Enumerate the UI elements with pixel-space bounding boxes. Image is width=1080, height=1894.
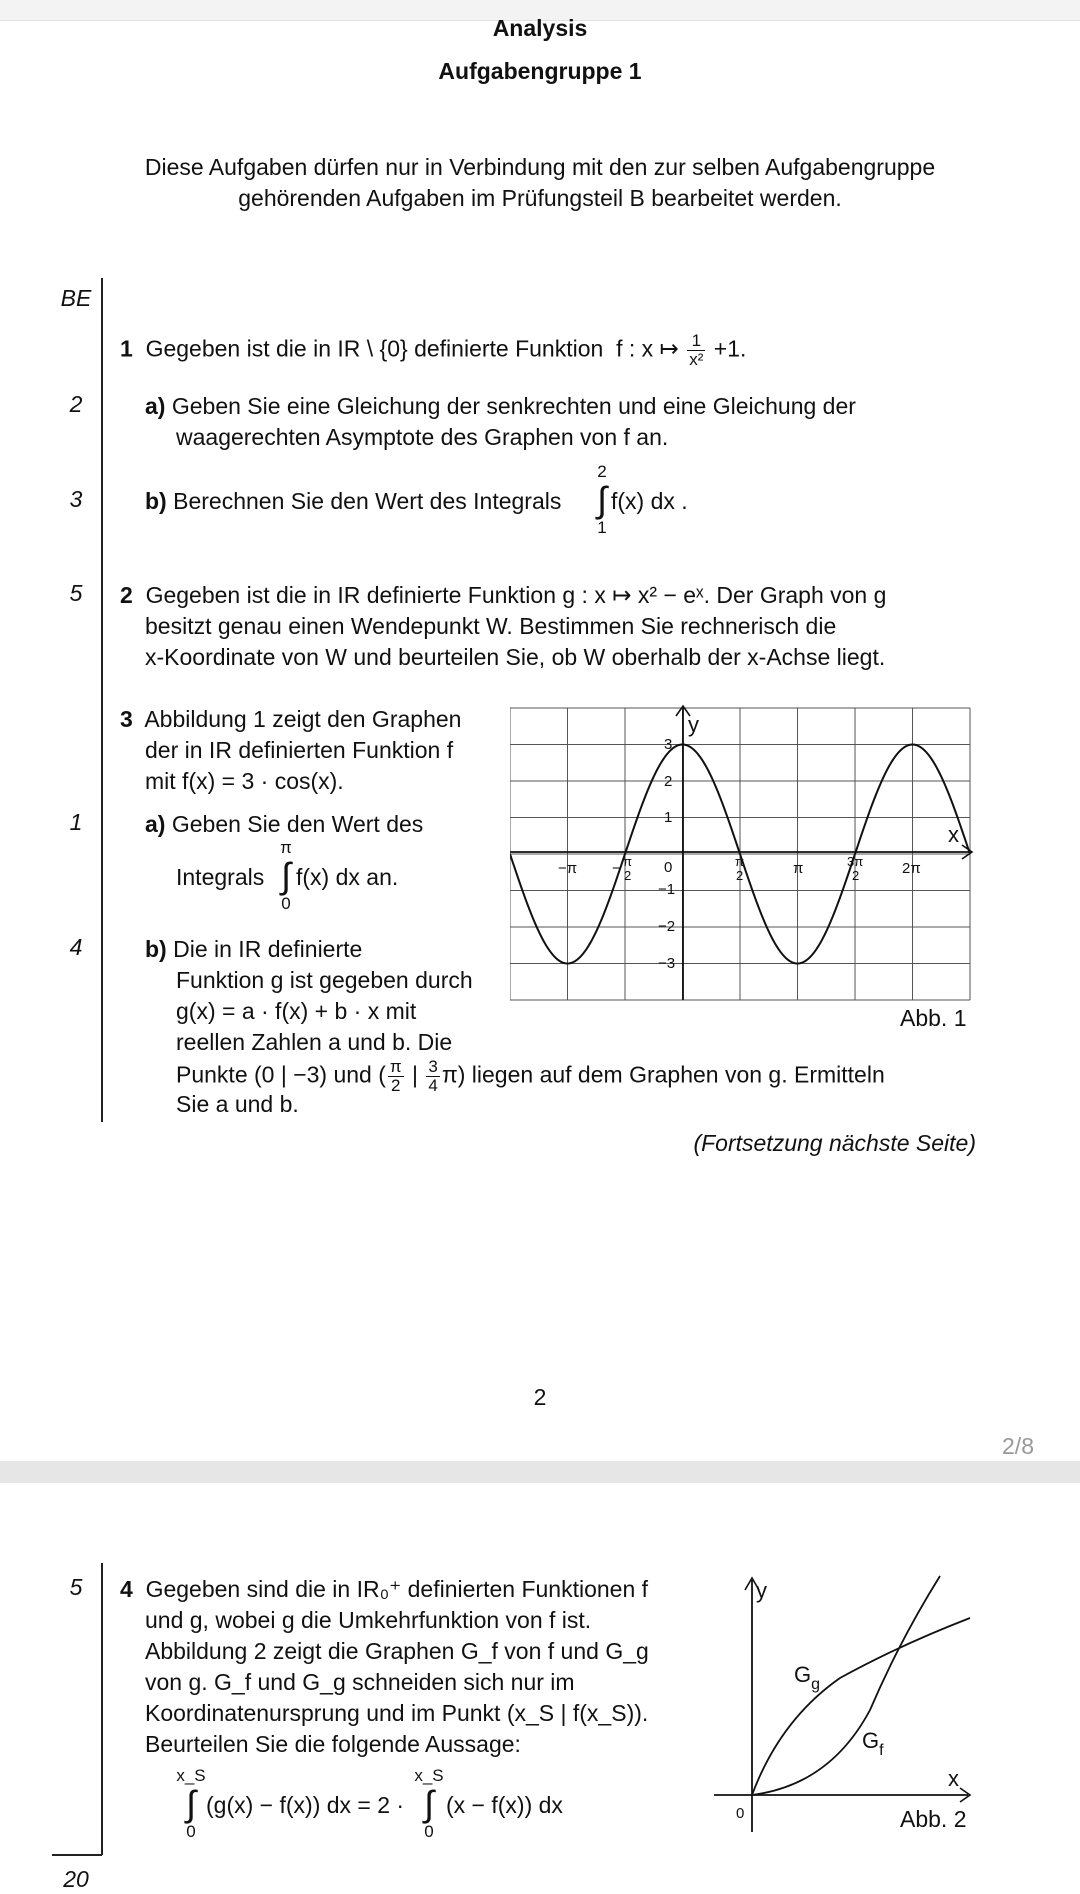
figure-1-cosine-graph bbox=[510, 700, 980, 1020]
task3a-lower: 0 bbox=[281, 894, 291, 913]
points-total: 20 bbox=[63, 1866, 89, 1892]
task3b-line2: Funktion g ist gegeben durch bbox=[176, 967, 473, 993]
task3b-line1: Die in IR definierte bbox=[173, 936, 363, 962]
task3b-line5: Punkte (0 | −3) und ( $\frac{\pi}{2}$ | $\frac{3}{4}$ π) liegen auf dem Graphen von g. Ermitteln bbox=[176, 1057, 885, 1095]
intro-line-1: Diese Aufgaben dürfen nur in Verbindung mit den zur selben Aufgabengruppe bbox=[144, 154, 936, 180]
task4-line3: Abbildung 2 zeigt die Graphen G_f von f und G_g bbox=[145, 1638, 649, 1664]
task1b-upper: 2 bbox=[597, 462, 607, 481]
task1-header bbox=[120, 332, 746, 369]
fig1-xtick-2pi: 2π bbox=[902, 860, 921, 877]
fig1-xtick-neghalfpi-den: 2 bbox=[624, 868, 632, 883]
task1b-integrand: f(x) dx . bbox=[611, 488, 688, 514]
task3a-line1: Geben Sie den Wert des bbox=[171, 811, 424, 837]
task2-line2: besitzt genau einen Wendepunkt W. Bestimmen Sie rechnerisch die bbox=[145, 613, 837, 639]
fig2-origin: 0 bbox=[736, 1805, 745, 1822]
task3-line1 bbox=[120, 704, 461, 735]
task1-fraction-num: 1 bbox=[687, 332, 705, 351]
task1b-integral bbox=[591, 462, 613, 538]
task3a-upper: π bbox=[280, 838, 292, 857]
fig1-xtick-halfpi-den: 2 bbox=[736, 868, 744, 883]
task4-lower-left: 0 bbox=[186, 1822, 196, 1841]
integral-sign: ∫ bbox=[424, 1783, 434, 1824]
task4-integral-right bbox=[414, 1766, 444, 1842]
fig2-ylabel: y bbox=[756, 1578, 767, 1603]
fig1-xtick-negpi: −π bbox=[558, 860, 578, 877]
figure-2-inverse-functions bbox=[710, 1570, 990, 1840]
task1-text: Gegeben ist die in IR \ {0} definierte Funktion bbox=[145, 335, 604, 362]
continuation-note: (Fortsetzung nächste Seite) bbox=[693, 1130, 976, 1156]
task4-upper-right: x_S bbox=[414, 1766, 444, 1785]
task1-fraction bbox=[687, 332, 705, 369]
task3b-line6: Sie a und b. bbox=[176, 1091, 299, 1117]
task3b-frac-34 bbox=[426, 1058, 439, 1095]
task1a-label: a) bbox=[145, 393, 166, 419]
page-indicator: 2/8 bbox=[1002, 1433, 1034, 1459]
fig1-xtick-neghalfpi-num: π bbox=[623, 854, 632, 869]
task4-line2: und g, wobei g die Umkehrfunktion von f ist. bbox=[145, 1607, 592, 1633]
frac-num: π bbox=[389, 1057, 402, 1076]
task3-number: 3 bbox=[120, 706, 133, 732]
task3a-label: a) bbox=[145, 811, 166, 837]
points-3a: 1 bbox=[69, 809, 83, 835]
task4-line1 bbox=[120, 1574, 648, 1605]
fig1-ylabel: y bbox=[688, 712, 699, 737]
task1a-line2: waagerechten Asymptote des Graphen von f an. bbox=[176, 424, 669, 450]
task3-text1: Abbildung 1 zeigt den Graphen bbox=[144, 706, 462, 732]
fig1-xtick-threehalfpi-num: 3π bbox=[847, 854, 864, 869]
task2-line1 bbox=[120, 580, 886, 611]
task3-line3: mit f(x) = 3 · cos(x). bbox=[145, 768, 344, 794]
task3a-integral bbox=[275, 838, 297, 914]
frac-num: 3 bbox=[428, 1057, 438, 1076]
fig1-ytick-3: 3 bbox=[664, 736, 673, 753]
task4-upper-left: x_S bbox=[176, 1766, 206, 1785]
task4-text1: Gegeben sind die in IR₀⁺ definierten Funktionen f bbox=[145, 1576, 649, 1602]
task4-line4: von g. G_f und G_g schneiden sich nur im bbox=[145, 1669, 575, 1695]
fig1-ytick-m2: −2 bbox=[658, 918, 676, 935]
integral-sign: ∫ bbox=[186, 1783, 196, 1824]
points-1b: 3 bbox=[69, 486, 83, 512]
task3b bbox=[145, 934, 362, 965]
fig2-curve-gg bbox=[752, 1618, 970, 1795]
task3-line2: der in IR definierten Funktion f bbox=[145, 737, 454, 763]
fig1-xtick-halfpi-num: π bbox=[735, 854, 744, 869]
task1b bbox=[145, 486, 561, 517]
task3b-line4: reellen Zahlen a und b. Die bbox=[176, 1029, 453, 1055]
be-header: BE bbox=[60, 285, 92, 311]
task1b-lower: 1 bbox=[597, 518, 607, 537]
group-title: Aufgabengruppe 1 bbox=[438, 58, 642, 84]
task1-func-prefix: f : x ↦ bbox=[616, 335, 679, 362]
points-4: 5 bbox=[69, 1574, 83, 1600]
task4-number: 4 bbox=[120, 1576, 133, 1602]
page-number: 2 bbox=[533, 1384, 547, 1410]
task3b-frac-pi2 bbox=[388, 1058, 404, 1095]
fig1-ytick-1: 1 bbox=[664, 809, 673, 826]
task2-line3: x-Koordinate von W und beurteilen Sie, ob W oberhalb der x-Achse liegt. bbox=[145, 644, 886, 670]
fig1-xtick-neghalfpi-sign: − bbox=[612, 860, 621, 877]
page-separator bbox=[0, 1461, 1080, 1483]
integral-sign: ∫ bbox=[281, 855, 291, 896]
task3b-line5a: Punkte (0 | −3) und ( bbox=[176, 1061, 386, 1088]
fig1-origin: 0 bbox=[664, 859, 673, 876]
task3a-integrand: f(x) dx an. bbox=[296, 864, 399, 890]
task3a-int-text: Integrals bbox=[176, 864, 265, 890]
points-1a: 2 bbox=[69, 391, 83, 417]
task1a bbox=[145, 391, 856, 422]
task3b-label: b) bbox=[145, 936, 167, 962]
task1a-line1: Geben Sie eine Gleichung der senkrechten und eine Gleichung der bbox=[171, 393, 856, 419]
fig1-xtick-pi: π bbox=[793, 860, 804, 877]
task2-text1: Gegeben ist die in IR definierte Funktion g : x ↦ x² − eˣ. Der Graph von g bbox=[145, 582, 887, 608]
task1-fraction-den: x² bbox=[689, 350, 704, 369]
intro-line-2: gehörenden Aufgaben im Prüfungsteil B bearbeitet werden. bbox=[238, 185, 842, 211]
fig1-ytick-m1: −1 bbox=[658, 881, 676, 898]
fig2-label-gf: $G_f$ bbox=[862, 1728, 884, 1759]
task1b-text: Berechnen Sie den Wert des Integrals bbox=[173, 488, 562, 514]
total-underline bbox=[52, 1854, 102, 1856]
task3b-line3: g(x) = a · f(x) + b · x mit bbox=[176, 998, 417, 1024]
task4-int-left: (g(x) − f(x)) dx = 2 · bbox=[206, 1792, 405, 1818]
fig1-xlabel: x bbox=[948, 822, 959, 847]
task4-integral-left bbox=[176, 1766, 206, 1842]
fig1-xtick-threehalfpi-den: 2 bbox=[852, 868, 860, 883]
task2-number: 2 bbox=[120, 582, 133, 608]
task1-func-suffix: +1. bbox=[713, 335, 747, 362]
points-3b: 4 bbox=[69, 934, 83, 960]
task4-line5: Koordinatenursprung und im Punkt (x_S | f(x_S)). bbox=[145, 1700, 649, 1726]
task4-int-right: (x − f(x)) dx bbox=[446, 1792, 563, 1818]
fig2-caption: Abb. 2 bbox=[900, 1806, 967, 1832]
fig2-curve-gf bbox=[752, 1576, 940, 1795]
fig2-xlabel: x bbox=[948, 1766, 959, 1791]
frac-den: 4 bbox=[428, 1076, 438, 1095]
task4-lower-right: 0 bbox=[424, 1822, 434, 1841]
be-divider-line-2 bbox=[101, 1563, 103, 1855]
section-title: Analysis bbox=[492, 15, 588, 41]
fig1-caption: Abb. 1 bbox=[900, 1005, 967, 1031]
fig2-label-gg: $G_g$ bbox=[794, 1662, 821, 1693]
task1b-label: b) bbox=[145, 488, 167, 514]
task3b-line5b: π) liegen auf dem Graphen von g. Ermitteln bbox=[441, 1061, 885, 1088]
task3a bbox=[145, 809, 423, 840]
frac-den: 2 bbox=[391, 1076, 401, 1095]
integral-sign: ∫ bbox=[597, 479, 607, 520]
points-2: 5 bbox=[69, 580, 83, 606]
fig1-ytick-m3: −3 bbox=[658, 955, 676, 972]
task1-number: 1 bbox=[120, 335, 133, 362]
fig1-ytick-2: 2 bbox=[664, 773, 673, 790]
task4-line6: Beurteilen Sie die folgende Aussage: bbox=[145, 1731, 521, 1757]
